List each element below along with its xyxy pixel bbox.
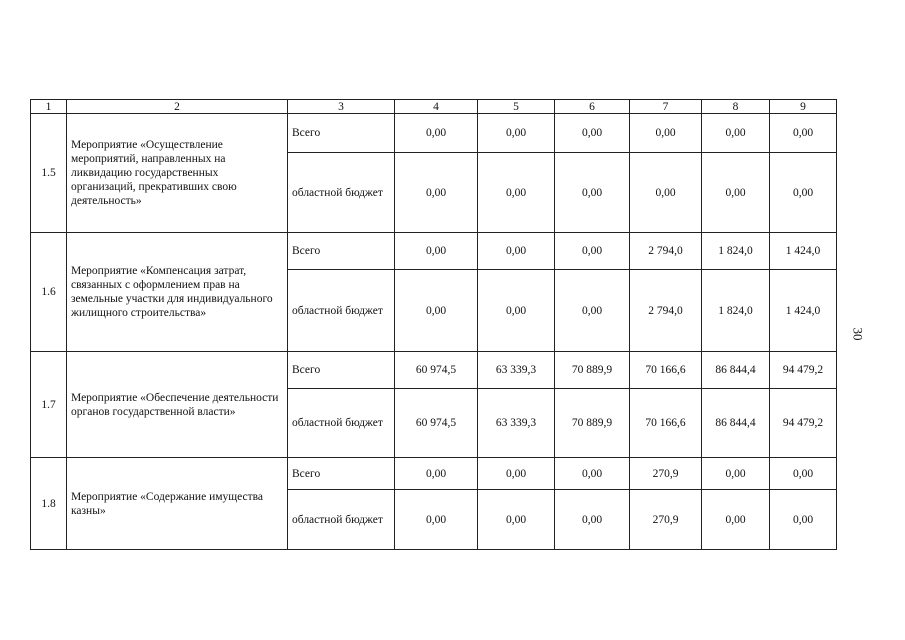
value-cell: 0,00: [630, 153, 702, 233]
value-cell: 0,00: [555, 270, 630, 352]
value-cell: 1 824,0: [702, 270, 770, 352]
funding-source: областной бюджет: [288, 270, 395, 352]
funding-source: областной бюджет: [288, 153, 395, 233]
value-cell: 0,00: [702, 153, 770, 233]
value-cell: 270,9: [630, 458, 702, 490]
funding-source: Всего: [288, 233, 395, 270]
value-cell: 0,00: [555, 233, 630, 270]
value-cell: 0,00: [478, 114, 555, 153]
row-number: 1.6: [31, 233, 67, 352]
row-number: 1.7: [31, 352, 67, 458]
value-cell: 94 479,2: [770, 389, 837, 458]
value-cell: 86 844,4: [702, 389, 770, 458]
header-cell: 9: [770, 100, 837, 114]
value-cell: 0,00: [478, 233, 555, 270]
value-cell: 0,00: [630, 114, 702, 153]
value-cell: 1 424,0: [770, 233, 837, 270]
row-title: Мероприятие «Компенсация затрат, связанных с оформлением прав на земельные участки для индивидуального жилищного строительства»: [67, 233, 288, 352]
value-cell: 2 794,0: [630, 233, 702, 270]
value-cell: 86 844,4: [702, 352, 770, 389]
budget-table: [30, 99, 837, 550]
page-number: 30: [850, 327, 866, 341]
value-cell: 0,00: [478, 490, 555, 550]
header-cell: 2: [67, 100, 288, 114]
row-number: 1.8: [31, 458, 67, 550]
value-cell: 1 424,0: [770, 270, 837, 352]
value-cell: 0,00: [395, 458, 478, 490]
header-row: [31, 100, 837, 114]
value-cell: 0,00: [770, 114, 837, 153]
value-cell: 0,00: [478, 270, 555, 352]
value-cell: 70 889,9: [555, 352, 630, 389]
header-cell: 1: [31, 100, 67, 114]
table-row: [31, 352, 837, 389]
value-cell: 270,9: [630, 490, 702, 550]
value-cell: 0,00: [395, 153, 478, 233]
table-row: [31, 458, 837, 490]
funding-source: Всего: [288, 458, 395, 490]
value-cell: 0,00: [478, 458, 555, 490]
value-cell: 63 339,3: [478, 389, 555, 458]
value-cell: 1 824,0: [702, 233, 770, 270]
row-title: Мероприятие «Осуществление мероприятий, направленных на ликвидацию государственных организаций, прекративших свою деятельность»: [67, 114, 288, 233]
value-cell: 2 794,0: [630, 270, 702, 352]
header-cell: 4: [395, 100, 478, 114]
value-cell: 0,00: [702, 114, 770, 153]
value-cell: 0,00: [555, 458, 630, 490]
row-title: Мероприятие «Обеспечение деятельности органов государственной власти»: [67, 352, 288, 458]
header-cell: 7: [630, 100, 702, 114]
value-cell: 70 889,9: [555, 389, 630, 458]
row-number: 1.5: [31, 114, 67, 233]
value-cell: 0,00: [395, 270, 478, 352]
funding-source: областной бюджет: [288, 389, 395, 458]
value-cell: 0,00: [555, 114, 630, 153]
header-cell: 3: [288, 100, 395, 114]
funding-source: Всего: [288, 114, 395, 153]
row-title: Мероприятие «Содержание имущества казны»: [67, 458, 288, 550]
value-cell: 70 166,6: [630, 352, 702, 389]
value-cell: 0,00: [770, 490, 837, 550]
value-cell: 0,00: [395, 233, 478, 270]
header-cell: 6: [555, 100, 630, 114]
value-cell: 0,00: [555, 153, 630, 233]
value-cell: 0,00: [770, 458, 837, 490]
value-cell: 63 339,3: [478, 352, 555, 389]
value-cell: 0,00: [395, 490, 478, 550]
value-cell: 60 974,5: [395, 389, 478, 458]
value-cell: 0,00: [770, 153, 837, 233]
value-cell: 0,00: [702, 490, 770, 550]
header-cell: 5: [478, 100, 555, 114]
funding-source: Всего: [288, 352, 395, 389]
value-cell: 0,00: [478, 153, 555, 233]
table-row: [31, 114, 837, 153]
funding-source: областной бюджет: [288, 490, 395, 550]
value-cell: 60 974,5: [395, 352, 478, 389]
value-cell: 0,00: [555, 490, 630, 550]
value-cell: 94 479,2: [770, 352, 837, 389]
value-cell: 0,00: [395, 114, 478, 153]
value-cell: 70 166,6: [630, 389, 702, 458]
value-cell: 0,00: [702, 458, 770, 490]
header-cell: 8: [702, 100, 770, 114]
table-row: [31, 233, 837, 270]
